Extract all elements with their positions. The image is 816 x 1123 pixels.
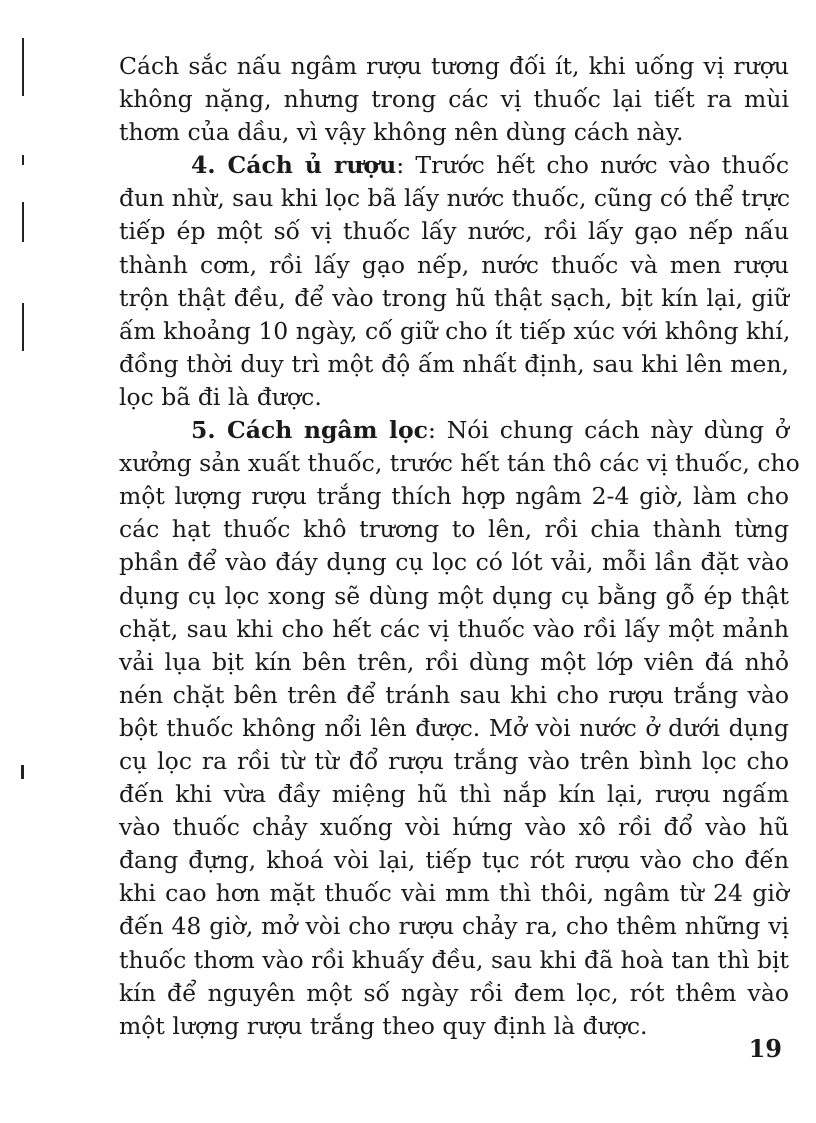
text-line: phần để vào đáy dụng cụ lọc có lót vải, mỗi lần đặt vào — [119, 548, 789, 577]
page-number: 19 — [748, 1034, 782, 1063]
text-line: vải lụa bịt kín bên trên, rồi dùng một lớp viên đá nhỏ — [119, 647, 789, 676]
section-heading: 5. Cách ngâm lọc — [191, 416, 428, 445]
text-line: thuốc thơm vào rồi khuấy đều, sau khi đã hoà tan thì bịt — [119, 945, 789, 974]
text-line: trộn thật đều, để vào trong hũ thật sạch, bịt kín lại, giữ — [119, 283, 789, 312]
left-margin-line — [22, 202, 24, 242]
text-line: đang đựng, khoá vòi lại, tiếp tục rót rượu vào cho đến — [119, 846, 789, 875]
section-text: : Nói chung cách này dùng ở — [427, 416, 790, 445]
text-line: chặt, sau khi cho hết các vị thuốc vào rồi lấy một mảnh — [119, 614, 789, 643]
section-heading: 4. Cách ủ rượu — [191, 151, 397, 180]
text-line: tiếp ép một số vị thuốc lấy nước, rồi lấy gạo nếp nấu — [119, 217, 789, 246]
text-line: không nặng, nhưng trong các vị thuốc lại tiết ra mùi — [119, 85, 789, 114]
text-line: đồng thời duy trì một độ ấm nhất định, sau khi lên men, — [119, 349, 789, 378]
text-line: xưởng sản xuất thuốc, trước hết tán thô các vị thuốc, cho — [119, 449, 800, 478]
text-line: nén chặt bên trên để tránh sau khi cho rượu trắng vào — [119, 680, 789, 709]
section-heading-line — [119, 149, 789, 182]
text-line: một lượng rượu trắng theo quy định là được. — [119, 1011, 648, 1040]
text-line: đun nhừ, sau khi lọc bã lấy nước thuốc, cũng có thể trực — [119, 184, 791, 213]
text-line: bột thuốc không nổi lên được. Mở vòi nước ở dưới dụng — [119, 713, 789, 742]
body-text — [119, 50, 800, 1043]
text-line: đến khi vừa đầy miệng hũ thì nắp kín lại, rượu ngấm — [119, 780, 789, 809]
text-line: các hạt thuốc khô trương to lên, rồi chia thành từng — [119, 515, 789, 544]
text-line: đến 48 giờ, mở vòi cho rượu chảy ra, cho thêm những vị — [119, 912, 789, 941]
text-line: Cách sắc nấu ngâm rượu tương đối ít, khi uống vị rượu — [119, 52, 789, 80]
text-line: thơm của dầu, vì vậy không nên dùng cách này. — [119, 118, 684, 147]
text-line: kín để nguyên một số ngày rồi đem lọc, rót thêm vào — [119, 978, 789, 1007]
text-line: cụ lọc ra rồi từ từ đổ rượu trắng vào trên bình lọc cho — [119, 746, 789, 775]
text-line: vào thuốc chảy xuống vòi hứng vào xô rồi đổ vào hũ — [119, 813, 789, 842]
text-line: thành cơm, rồi lấy gạo nếp, nước thuốc và men rượu — [119, 250, 789, 279]
text-line: khi cao hơn mặt thuốc vài mm thì thôi, ngâm từ 24 giờ — [119, 879, 789, 908]
section-text: : Trước hết cho nước vào thuốc — [396, 151, 789, 180]
text-line: dụng cụ lọc xong sẽ dùng một dụng cụ bằng gỗ ép thật — [119, 581, 789, 610]
left-margin-tick — [22, 155, 24, 165]
text-line: ấm khoảng 10 ngày, cố giữ cho ít tiếp xúc với không khí, — [119, 316, 791, 345]
left-margin-line — [22, 38, 24, 96]
text-line: một lượng rượu trắng thích hợp ngâm 2-4 giờ, làm cho — [119, 482, 789, 511]
left-margin-line — [22, 303, 24, 351]
left-margin-tick — [21, 765, 24, 779]
section-heading-line — [119, 414, 789, 447]
text-line: lọc bã đi là được. — [119, 382, 322, 411]
